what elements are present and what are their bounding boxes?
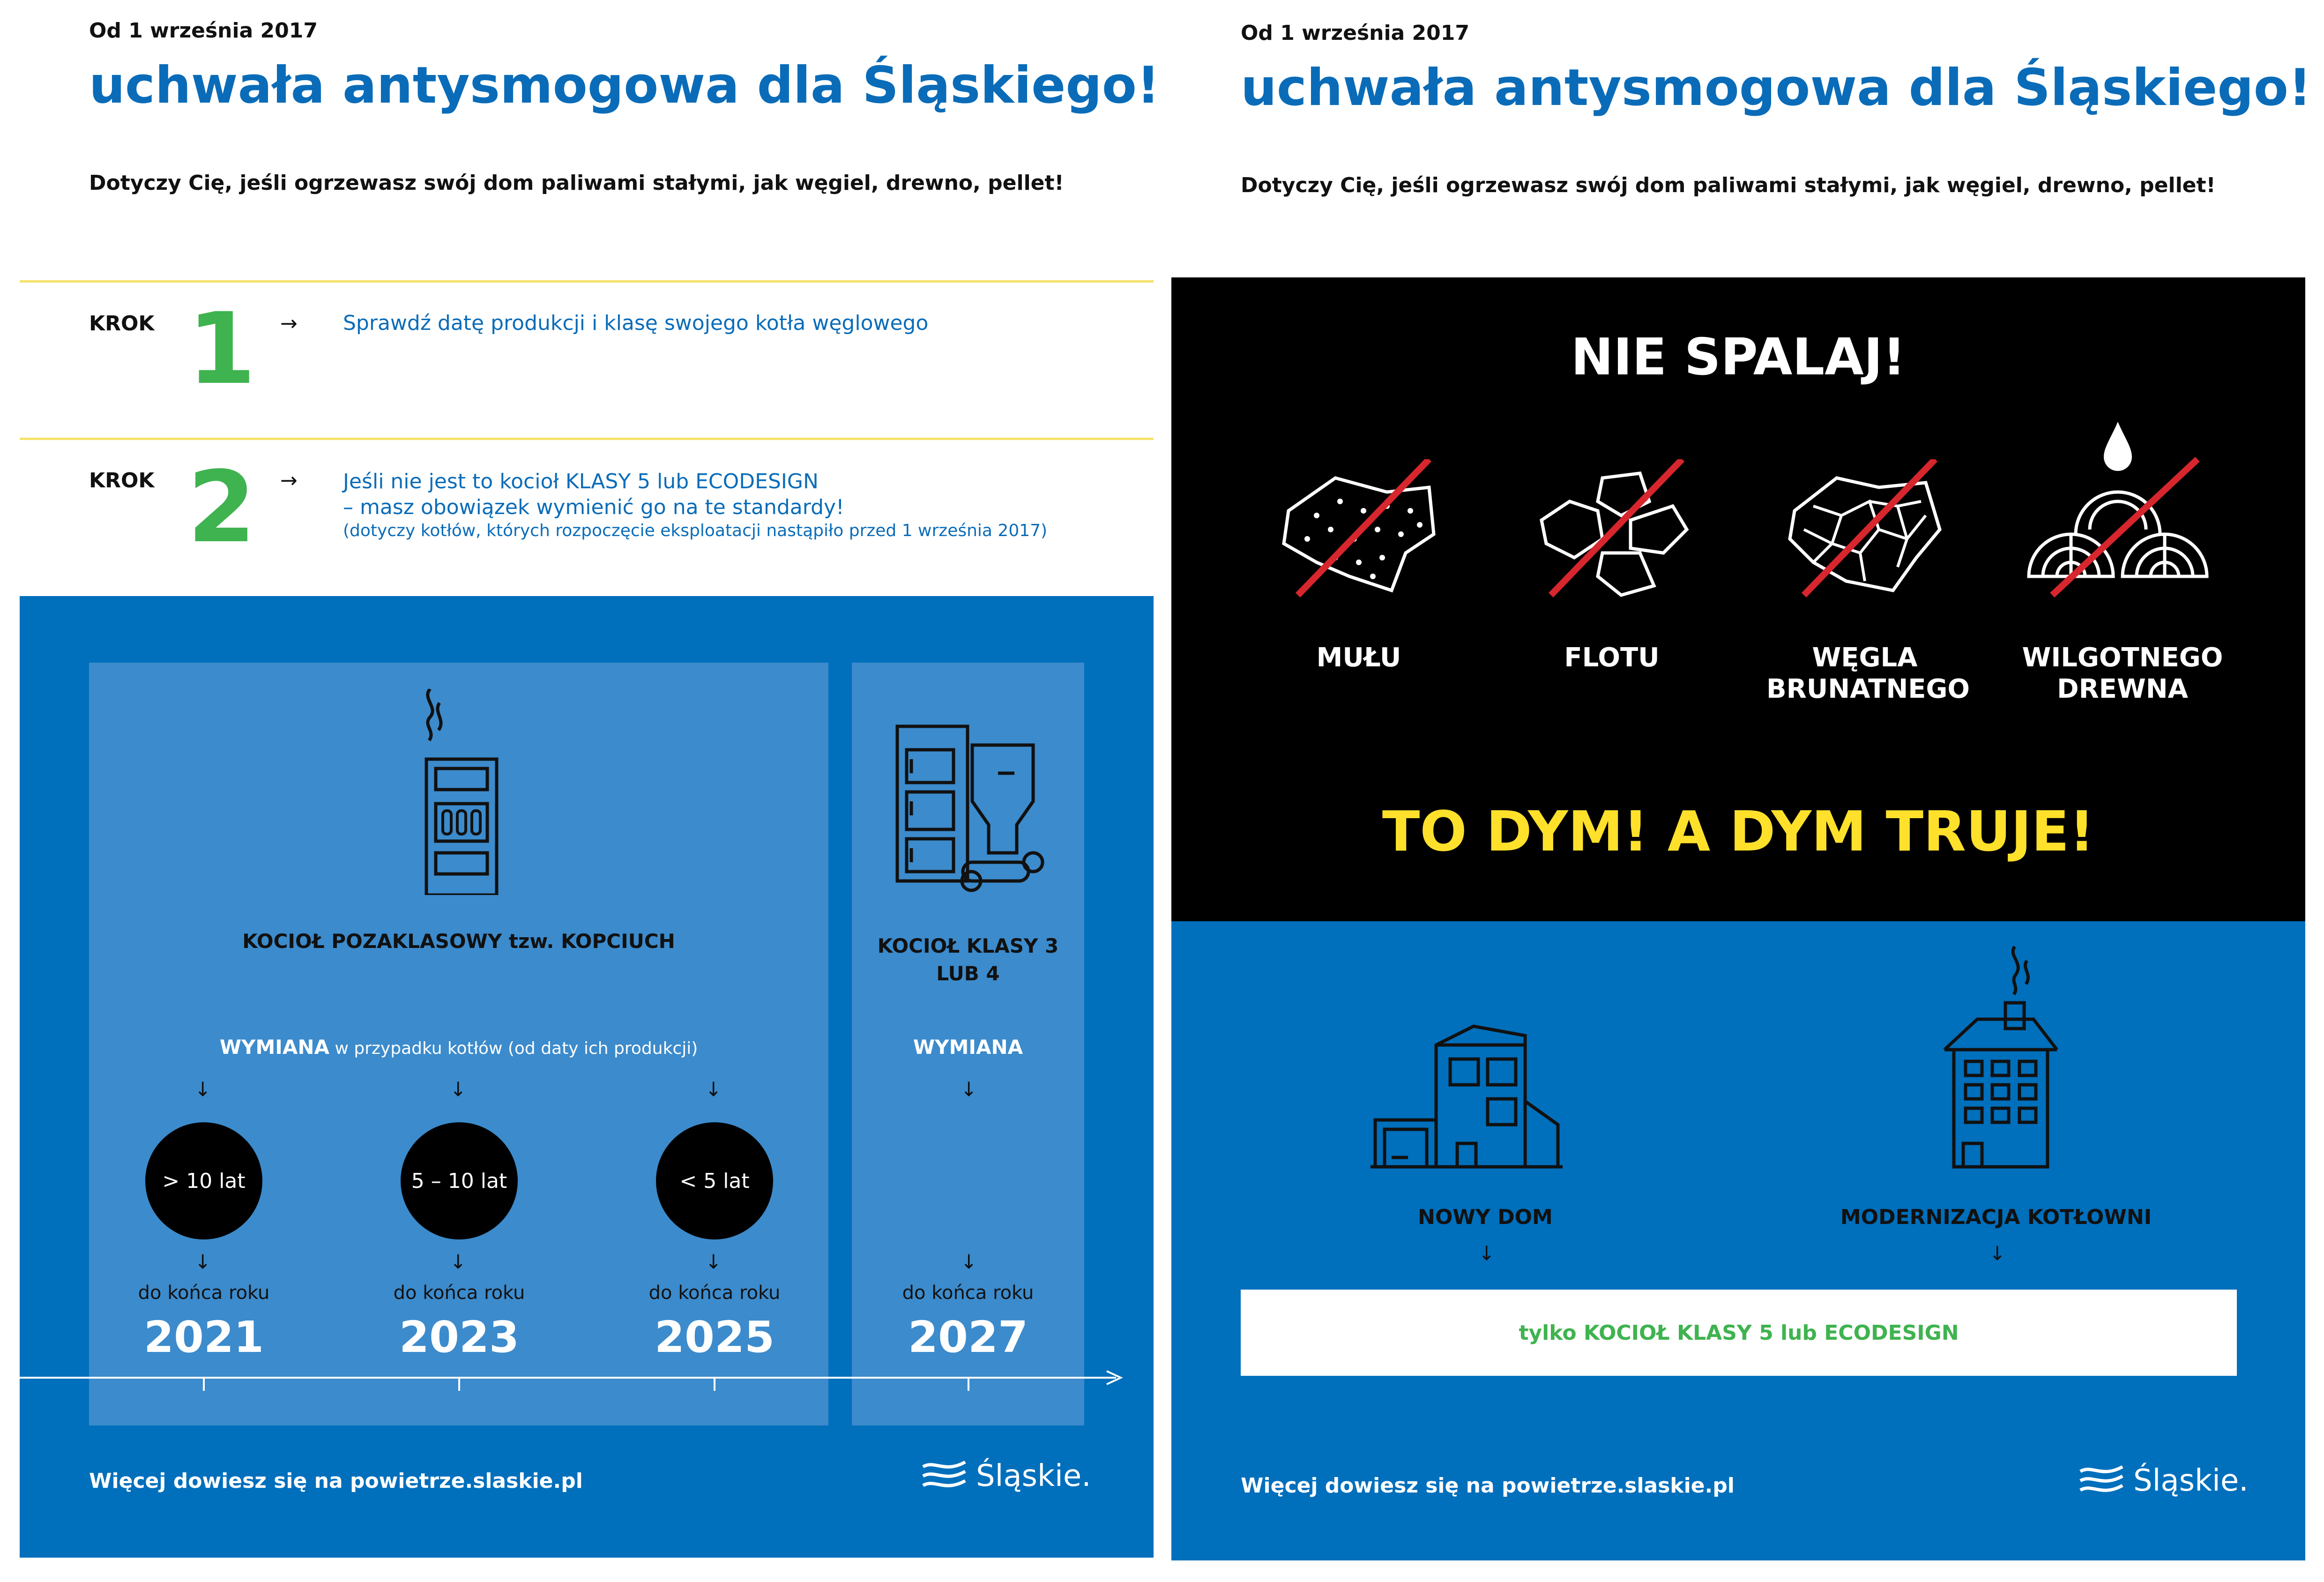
slaskie-wave-icon bbox=[2078, 1462, 2125, 1500]
fuel-label-mud bbox=[1260, 642, 1457, 673]
subtitle: Dotyczy Cię, jeśli ogrzewasz swój dom paliwami stałymi, jak węgiel, drewno, pellet! bbox=[89, 171, 1064, 195]
boiler2-wymiana: WYMIANA bbox=[913, 1036, 1023, 1059]
down-arrow-icon: ↓ bbox=[1989, 1242, 2006, 1265]
fuel-label-l1: FLOTU bbox=[1564, 642, 1660, 673]
fuel-label-l1: WĘGLA bbox=[1812, 642, 1918, 673]
down-arrow-icon: ↓ bbox=[705, 1250, 722, 1273]
mud-icon bbox=[1279, 459, 1438, 600]
slaskie-wave-icon bbox=[921, 1457, 968, 1495]
divider bbox=[20, 280, 1154, 283]
step-2-number: 2 bbox=[187, 450, 256, 565]
new-house-icon bbox=[1371, 1017, 1567, 1172]
year-2025: 2025 bbox=[654, 1312, 775, 1362]
down-arrow-icon: ↓ bbox=[961, 1078, 977, 1101]
down-arrow-icon: ↓ bbox=[450, 1250, 467, 1273]
boiler2-label bbox=[852, 933, 1084, 988]
fuel-label-l1: MUŁU bbox=[1316, 642, 1401, 673]
down-arrow-icon: ↓ bbox=[194, 1078, 211, 1101]
step-1-arrow: → bbox=[280, 312, 298, 336]
class-boiler-icon bbox=[893, 722, 1047, 895]
down-arrow-icon: ↓ bbox=[961, 1250, 977, 1273]
until-label: do końca roku bbox=[902, 1282, 1034, 1304]
logo-text: Śląskie. bbox=[976, 1459, 1091, 1493]
down-arrow-icon: ↓ bbox=[705, 1078, 722, 1101]
footer-link[interactable]: Więcej dowiesz się na powietrze.slaskie.pl bbox=[89, 1469, 583, 1493]
brown-coal-icon bbox=[1785, 459, 1944, 600]
step-2-arrow: → bbox=[280, 469, 298, 493]
step-2-text bbox=[343, 469, 1047, 541]
down-arrow-icon: ↓ bbox=[1478, 1242, 1495, 1265]
year-2023: 2023 bbox=[399, 1312, 520, 1362]
logo bbox=[2078, 1462, 2249, 1500]
old-boiler-icon bbox=[417, 689, 511, 895]
subtitle: Dotyczy Cię, jeśli ogrzewasz swój dom paliwami stałymi, jak węgiel, drewno, pellet! bbox=[1241, 173, 2216, 197]
logo-text: Śląskie. bbox=[2133, 1463, 2249, 1498]
wet-wood-icon bbox=[2024, 422, 2212, 600]
step-1-krok: KROK bbox=[89, 312, 155, 336]
page-title: uchwała antysmogowa dla Śląskiego! bbox=[1241, 59, 2312, 117]
boiler1-label: KOCIOŁ POZAKLASOWY tzw. KOPCIUCH bbox=[242, 930, 675, 953]
down-arrow-icon: ↓ bbox=[194, 1250, 211, 1273]
smoke-warning: TO DYM! A DYM TRUJE! bbox=[1382, 799, 2095, 864]
nie-spalaj-heading: NIE SPALAJ! bbox=[1571, 328, 1906, 387]
wymiana-rest: w przypadku kotłów (od daty ich produkcji) bbox=[329, 1039, 698, 1058]
step-2-line1: Jeśli nie jest to kocioł KLASY 5 lub ECODESIGN bbox=[343, 470, 819, 493]
boiler2-label-l1: KOCIOŁ KLASY 3 bbox=[877, 934, 1059, 957]
year-2021: 2021 bbox=[143, 1312, 264, 1362]
step-2-note: (dotyczy kotłów, których rozpoczęcie eksploatacji nastąpiło przed 1 września 2017) bbox=[343, 521, 1048, 540]
footer-link[interactable]: Więcej dowiesz się na powietrze.slaskie.pl bbox=[1241, 1474, 1735, 1498]
until-label: do końca roku bbox=[138, 1282, 270, 1304]
age-circle-2: 5 – 10 lat bbox=[401, 1122, 518, 1239]
age-circle-1: > 10 lat bbox=[145, 1122, 262, 1239]
step-2-line2: – masz obowiązek wymienić go na te standardy! bbox=[343, 495, 844, 519]
fuel-label-wet-wood bbox=[2010, 642, 2235, 705]
year-2027: 2027 bbox=[908, 1312, 1028, 1362]
only-class5-text: tylko KOCIOŁ KLASY 5 lub ECODESIGN bbox=[1519, 1321, 1959, 1345]
divider bbox=[20, 438, 1154, 440]
step-1-text: Sprawdź datę produkcji i klasę swojego kotła węglowego bbox=[343, 311, 929, 335]
fuel-label-brown-coal bbox=[1766, 642, 1970, 705]
boiler-room-label: MODERNIZACJA KOTŁOWNI bbox=[1840, 1205, 2152, 1229]
timeline-axis bbox=[20, 1368, 1135, 1396]
new-house-label: NOWY DOM bbox=[1418, 1205, 1553, 1229]
boiler2-label-l2: LUB 4 bbox=[936, 962, 1000, 985]
page-title: uchwała antysmogowa dla Śląskiego! bbox=[89, 56, 1160, 115]
down-arrow-icon: ↓ bbox=[450, 1078, 467, 1101]
boiler-room-icon bbox=[1935, 942, 2066, 1172]
boiler1-wymiana bbox=[89, 1036, 828, 1059]
fuel-label-l1: WILGOTNEGO bbox=[2022, 642, 2223, 673]
only-class5-box bbox=[1241, 1290, 2237, 1376]
fuel-label-l2: BRUNATNEGO bbox=[1766, 674, 1970, 705]
logo bbox=[921, 1457, 1091, 1495]
wymiana-bold: WYMIANA bbox=[219, 1036, 330, 1059]
step-1-number: 1 bbox=[187, 291, 256, 406]
step-2-krok: KROK bbox=[89, 469, 155, 493]
date-label: Od 1 września 2017 bbox=[1241, 21, 1470, 45]
fuel-label-l2: DREWNA bbox=[2057, 674, 2188, 705]
until-label: do końca roku bbox=[648, 1282, 781, 1304]
flot-icon bbox=[1532, 459, 1691, 600]
until-label: do końca roku bbox=[393, 1282, 525, 1304]
date-label: Od 1 września 2017 bbox=[89, 19, 318, 43]
fuel-label-flot bbox=[1513, 642, 1710, 673]
age-circle-3: < 5 lat bbox=[656, 1122, 773, 1239]
